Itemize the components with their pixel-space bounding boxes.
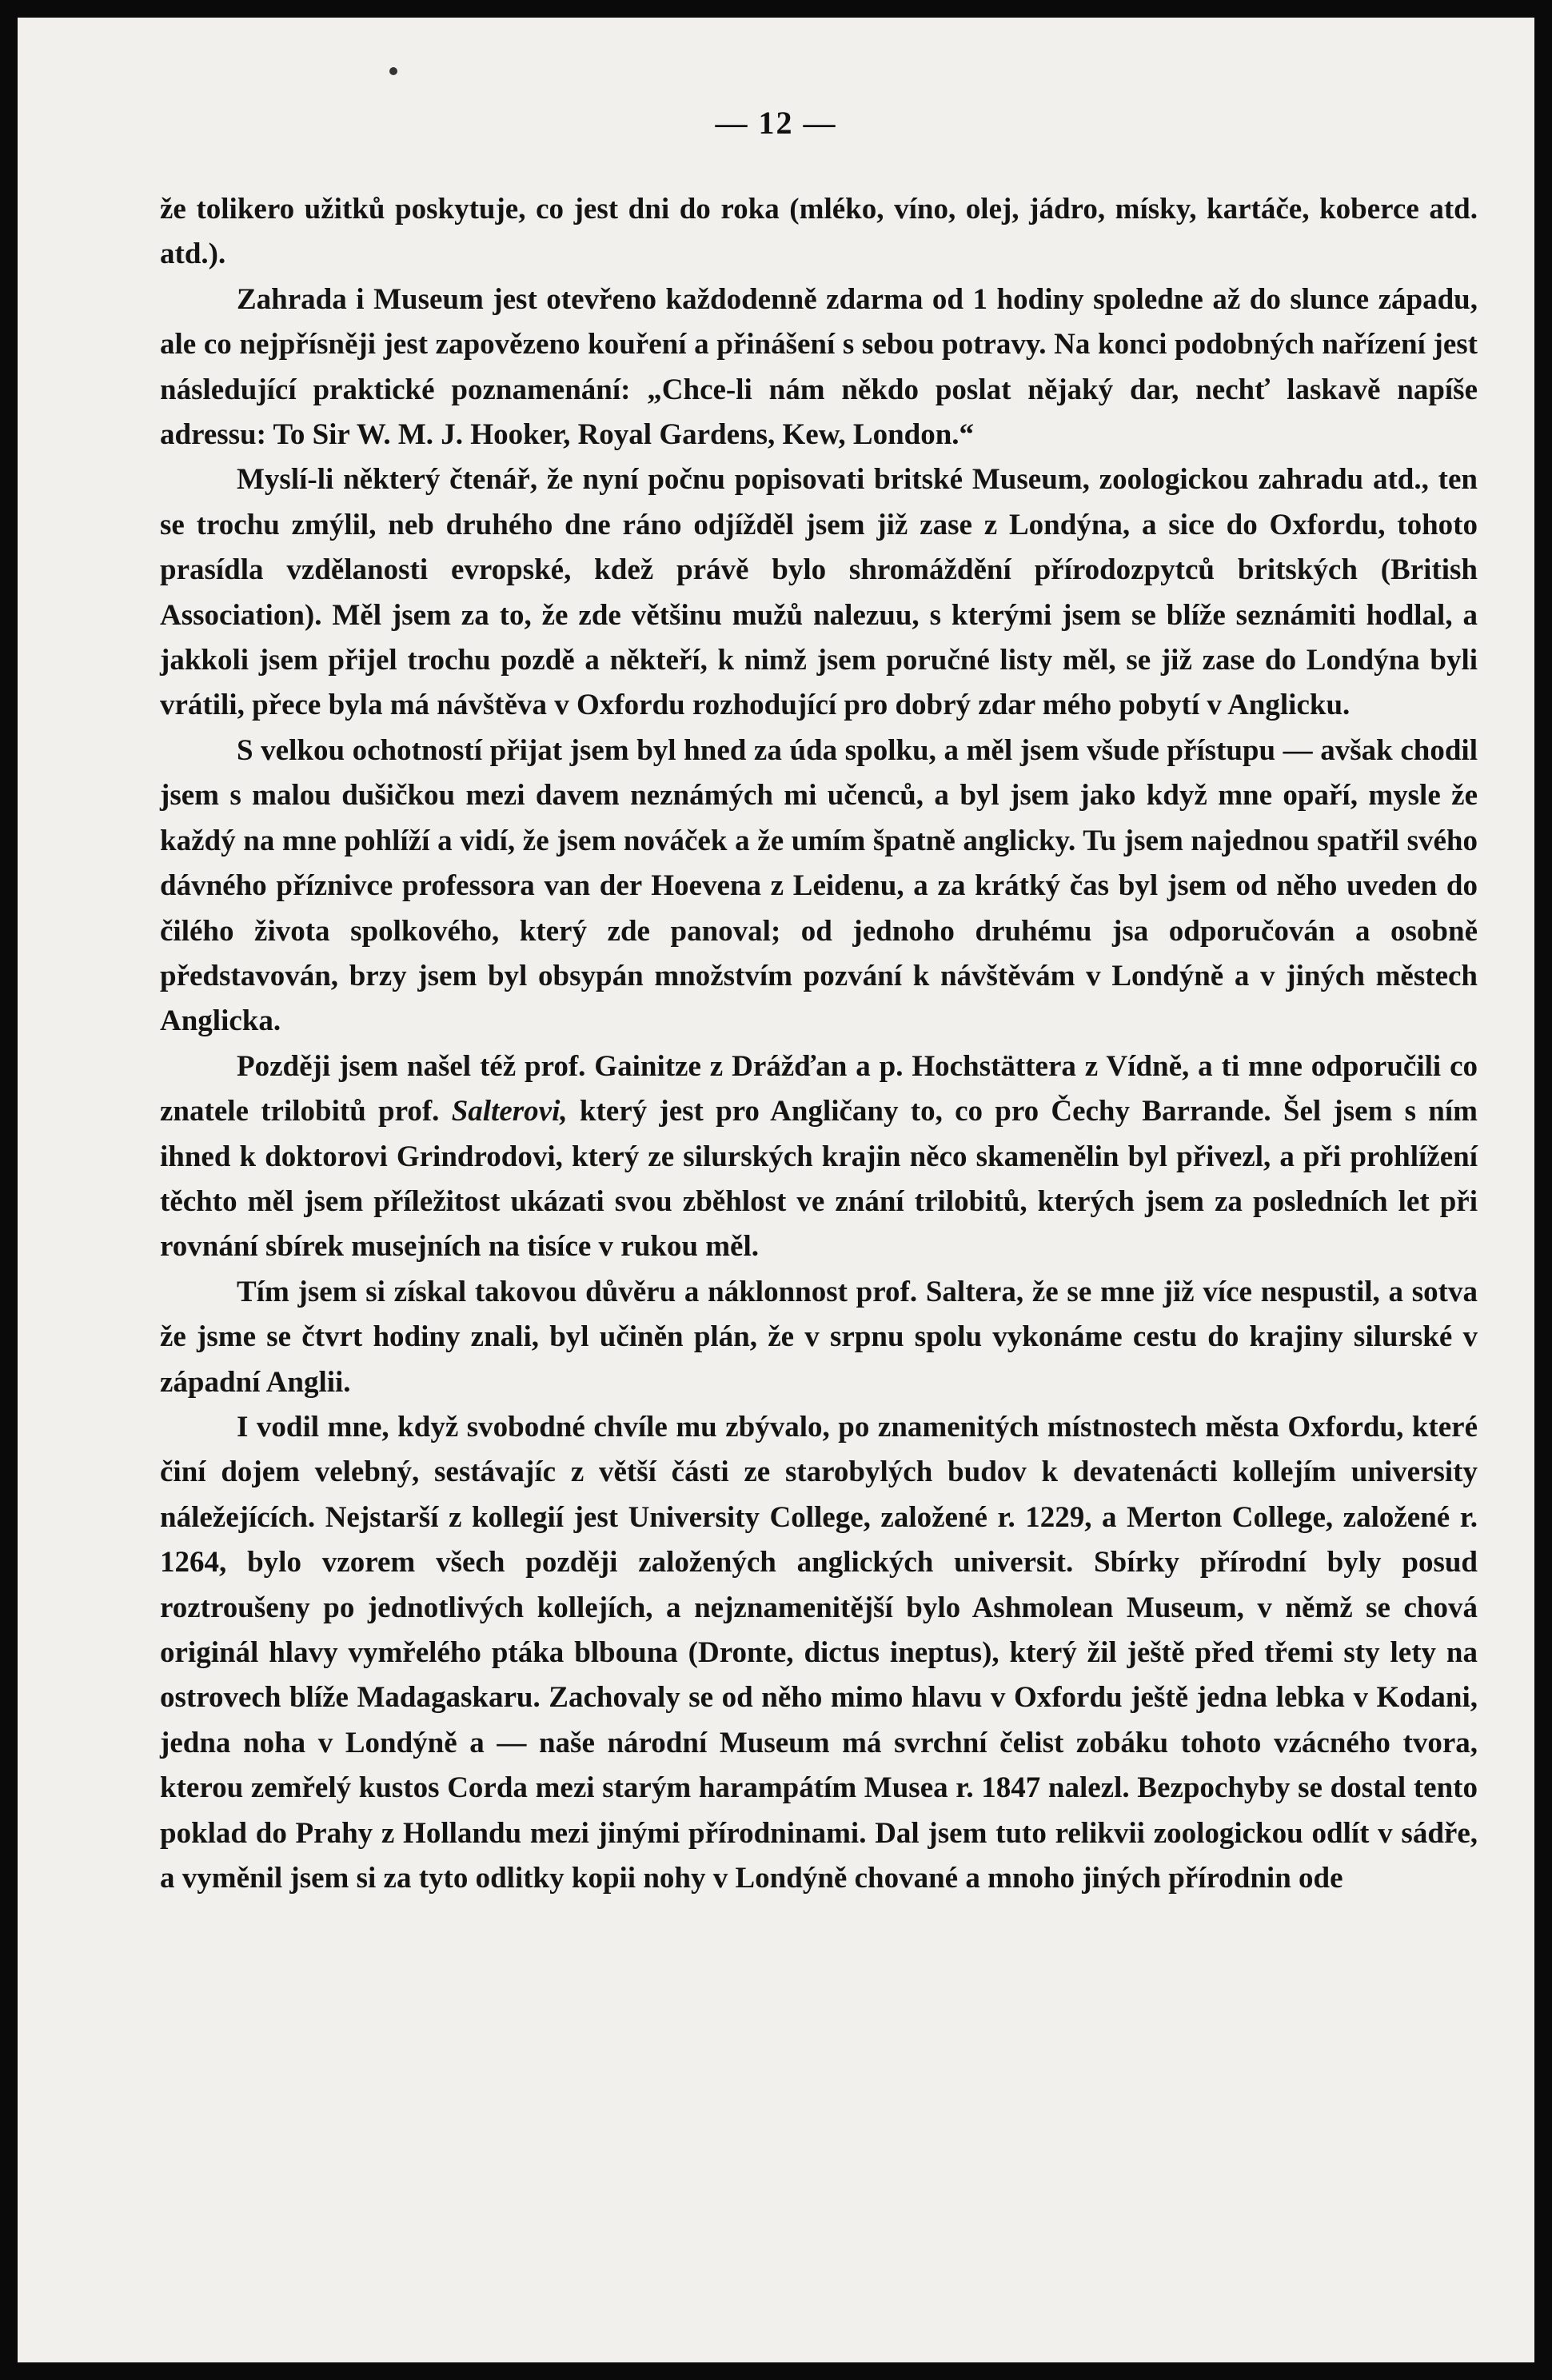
paragraph (160, 1270, 1478, 1405)
text-run: Zahrada i Museum jest otevřeno každodenně zdarma od 1 hodiny spoledne až do slunce západu, ale co nejpřísněji jest zapovězeno kouření a přinášení s sebou potravy. Na konci podobných nařízení jest následující praktické poznamenání: „Chce-li nám někdo poslat nějaký dar, nechť laskavě napíše adressu: To Sir W. M. J. Hooker, Royal Gardens, Kew, London.“ (160, 282, 1478, 452)
ink-speck (389, 67, 397, 75)
paragraph (160, 457, 1478, 728)
paragraph (160, 278, 1478, 458)
text-run: I vodil mne, když svobodné chvíle mu zbývalo, po znamenitých místnostech města Oxfordu, které činí dojem velebný, sestávajíc z větší části ze starobylých budov k devatenácti kollejím university náležejících. Nejstarší z kollegií jest University College, založené r. 1229, a Merton College, založené r. 1264, bylo vzorem všech později založených anglických universit. Sbírky přírodní byly posud roztroušeny po jednotlivých kollejích, a nejznamenitější bylo Ashmolean Museum, v němž se chová originál hlavy vymřelého ptáka blbouna (Dronte, dictus ineptus), který žil ještě před třemi sty lety na ostrovech blíže Madagaskaru. Zachovaly se od něho mimo hlavu v Oxfordu ještě jedna lebka v Kodani, jedna noha v Londýně a — naše národní Museum má svrchní čelist zobáku tohoto vzácného tvora, kterou zemřelý kustos Corda mezi starým harampátím Musea r. 1847 nalezl. Bezpochyby se dostal tento poklad do Prahy z Hollandu mezi jinými přírodninami. Dal jsem tuto relikvii zoologickou odlít v sádře, a vyměnil jsem si za tyto odlitky kopii nohy v Londýně chované a mnoho jiných přírodnin ode (160, 1410, 1478, 1895)
text-run: že tolikero užitků poskytuje, co jest dni do roka (mléko, víno, olej, jádro, mísky, kartáče, koberce atd. atd.). (160, 193, 1478, 271)
paragraph (160, 1044, 1478, 1270)
paragraph (160, 187, 1478, 278)
body-text (160, 187, 1478, 1901)
paragraph (160, 729, 1478, 1044)
page-number: — 12 — (715, 105, 837, 141)
text-run: Myslí-li některý čtenář, že nyní počnu popisovati britské Museum, zoologickou zahradu atd., ten se trochu zmýlil, neb druhého dne ráno odjížděl jsem již zase z Londýna, a sice do Oxfordu, tohoto prasídla vzdělanosti evropské, kdež právě bylo shromáždění přírodozpytců britských (British Association). Měl jsem za to, že zde většinu mužů nalezuu, s kterými jsem se blíže seznámiti hodlal, a jakkoli jsem přijel trochu pozdě a někteří, k nimž jsem poručné listy měl, se již zase do Londýna byli vrátili, přece byla má návštěva v Oxfordu rozhodující pro dobrý zdar mého pobytí v Anglicku. (160, 463, 1478, 722)
text-run: Později jsem našel též prof. Gainitze z Drážďan a p. Hochstättera z Vídně, a ti mne odporučili co znatele trilobitů prof. (160, 1049, 1478, 1128)
paragraph (160, 1405, 1478, 1901)
text-run: Tím jsem si získal takovou důvěru a náklonnost prof. Saltera, že se mne již více nespustil, a sotva že jsme se čtvrt hodiny znali, byl učiněn plán, že v srpnu spolu vykonáme cestu do krajiny silurské v západní Anglii. (160, 1275, 1478, 1399)
text-run: který jest pro Angličany to, co pro Čechy Barrande. Šel jsem s ním ihned k doktorovi Grindrodovi, který ze silurských krajin něco skamenělin byl přivezl, a při prohlížení těchto měl jsem příležitost ukázati svou zběhlost ve znání trilobitů, kterých jsem za posledních let při rovnání sbírek musejních na tisíce v rukou měl. (160, 1095, 1478, 1264)
italic-name: Salterovi, (451, 1095, 568, 1128)
text-run: S velkou ochotností přijat jsem byl hned za úda spolku, a měl jsem všude přístupu — avšak chodil jsem s malou dušičkou mezi davem neznámých mi učenců, a byl jsem jako když mne opaří, mysle že každý na mne pohlíží a vidí, že jsem nováček a že umím špatně anglicky. Tu jsem najednou spatřil svého dávného příznivce professora van der Hoevena z Leidenu, a za krátký čas byl jsem od něho uveden do čilého života spolkového, který zde panoval; od jednoho druhému jsa odporučován a osobně představován, brzy jsem byl obsypán množstvím pozvání k návštěvám v Londýně a v jiných městech Anglicka. (160, 733, 1478, 1038)
document-page (18, 18, 1534, 2362)
